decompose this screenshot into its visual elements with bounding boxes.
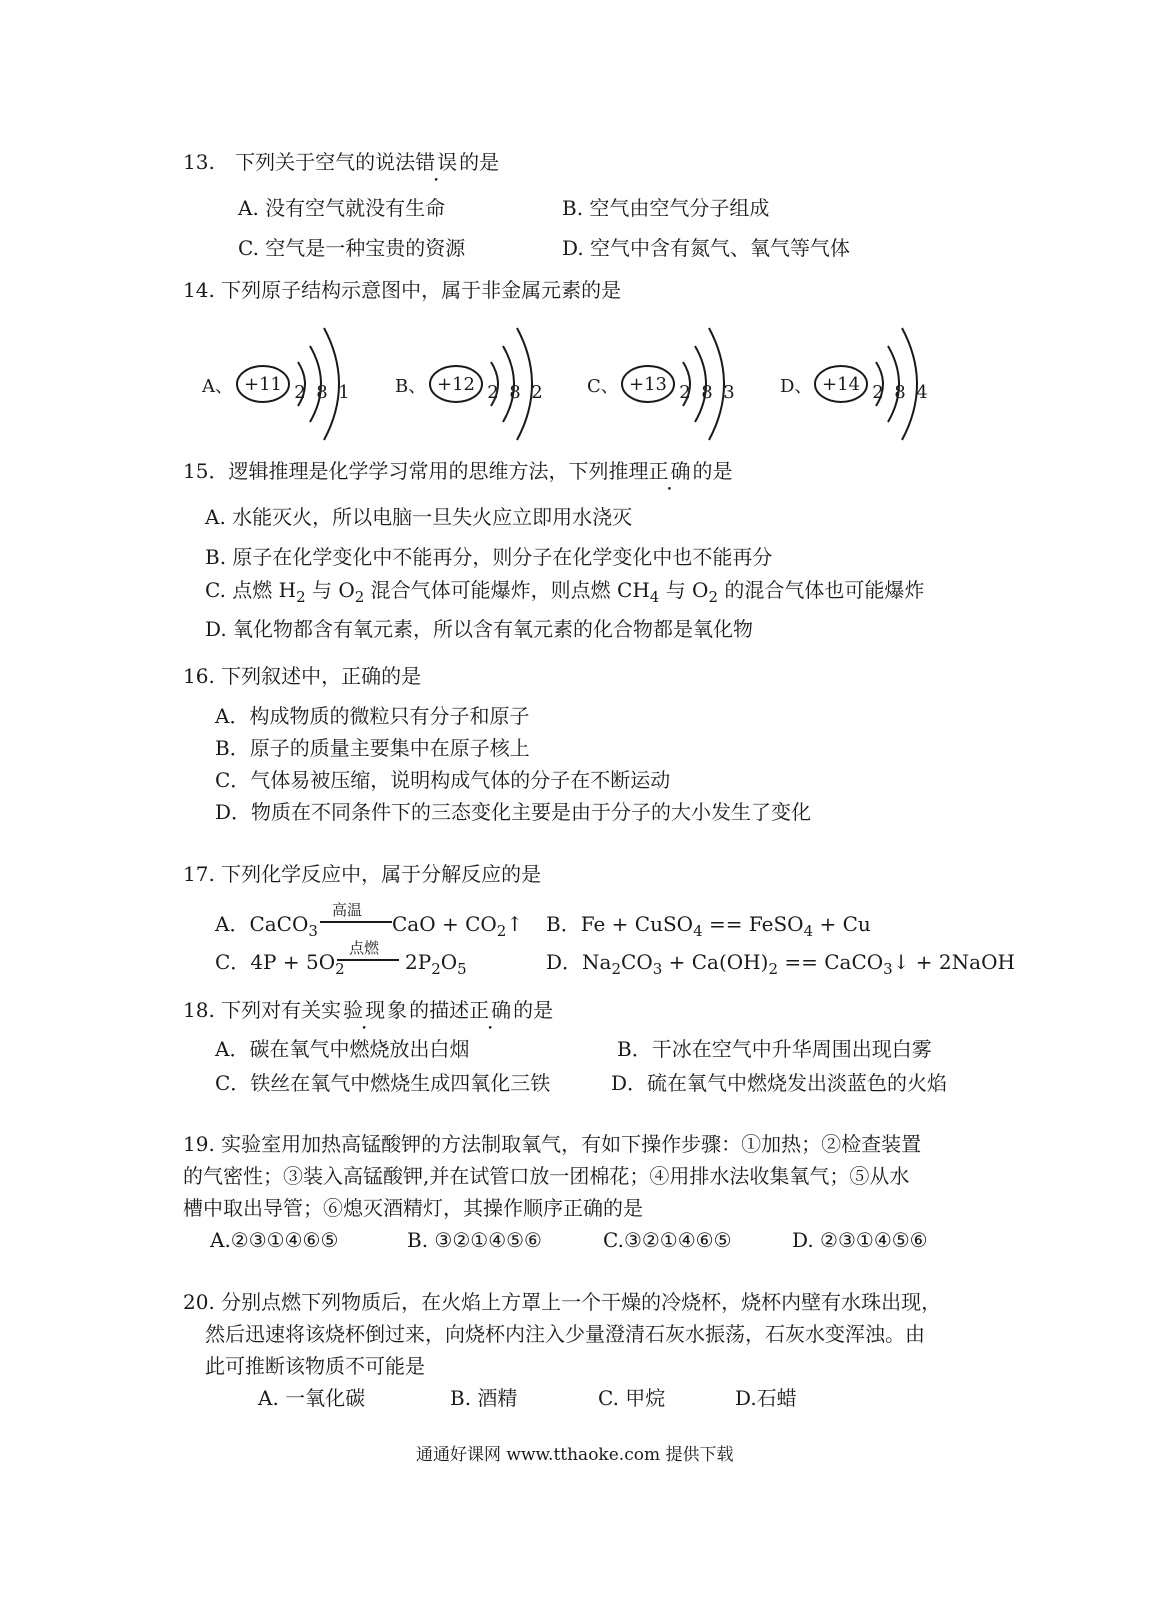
q17-c-product: $2P_2O_5$ — [405, 950, 467, 978]
q17-c-condition: 点燃 — [349, 939, 380, 957]
q17-stem: 17. 下列化学反应中，属于分解反应的是 — [183, 862, 542, 886]
electron-count-1: 2 — [679, 382, 691, 403]
q19-option-a: A.②③①④⑥⑤ — [210, 1228, 339, 1252]
atom-diagram-2 — [393, 320, 563, 450]
electron-count-2: 8 — [316, 382, 328, 403]
q13-emphasis: 错误 — [415, 150, 460, 174]
q13-option-a: A. 没有空气就没有生命 — [238, 196, 446, 220]
q17-option-b: B．Fe + CuSO$_4$ == FeSO$_4$ + Cu — [546, 912, 871, 940]
q17-c-reaction-line — [337, 959, 399, 961]
electron-count-3: 4 — [916, 382, 928, 403]
electron-count-1: 2 — [487, 382, 499, 403]
q15-option-b: B. 原子在化学变化中不能再分，则分子在化学变化中也不能再分 — [205, 545, 773, 569]
electron-count-1: 2 — [872, 382, 884, 403]
q17-option-a: A．CaCO$_3$ — [215, 912, 318, 940]
q20-option-b: B. 酒精 — [450, 1386, 518, 1410]
q19-line-1: 19. 实验室用加热高锰酸钾的方法制取氧气，有如下操作步骤：①加热；②检查装置 — [183, 1132, 922, 1156]
q16-option-c: C．气体易被压缩，说明构成气体的分子在不断运动 — [215, 768, 671, 792]
q17-a-reaction-line — [320, 921, 392, 923]
q13-option-c: C. 空气是一种宝贵的资源 — [238, 236, 466, 260]
nucleus-charge: +11 — [244, 374, 282, 395]
q19-line-2: 的气密性；③装入高锰酸钾,并在试管口放一团棉花；④用排水法收集氧气；⑤从水 — [183, 1164, 910, 1188]
q19-line-3: 槽中取出导管；⑥熄灭酒精灯，其操作顺序正确的是 — [183, 1196, 643, 1220]
nucleus-charge: +14 — [822, 374, 860, 395]
q18-option-a: A．碳在氧气中燃烧放出白烟 — [215, 1037, 470, 1061]
q18-emphasis-2: 正确 — [469, 998, 514, 1022]
q20-option-a: A. 一氧化碳 — [258, 1386, 366, 1410]
electron-count-3: 3 — [723, 382, 735, 403]
electron-count-2: 8 — [701, 382, 713, 403]
q15-option-d: D. 氧化物都含有氧元素，所以含有氧元素的化合物都是氧化物 — [205, 617, 754, 641]
q16-stem: 16. 下列叙述中，正确的是 — [183, 664, 422, 688]
electron-count-1: 2 — [294, 382, 306, 403]
q17-a-product: CaO + $CO_2↑$ — [392, 912, 524, 940]
q15-option-a: A. 水能灭火，所以电脑一旦失火应立即用水浇灭 — [205, 505, 633, 529]
q20-line-1: 20. 分别点燃下列物质后，在火焰上方罩上一个干燥的冷烧杯，烧杯内壁有水珠出现， — [183, 1290, 942, 1314]
q20-line-3: 此可推断该物质不可能是 — [205, 1354, 425, 1378]
q18-option-c: C．铁丝在氧气中燃烧生成四氧化三铁 — [215, 1071, 551, 1095]
page-footer: 通通好课网 www.tthaoke.com 提供下载 — [416, 1445, 734, 1465]
electron-count-3: 1 — [338, 382, 350, 403]
q17-a-condition: 高温 — [332, 901, 363, 919]
q15-option-c: C. 点燃 $H_2$ 与 $O_2$ 混合气体可能爆炸，则点燃 $CH_4$ 与 $O_2$ 的混合气体也可能爆炸 — [205, 578, 925, 606]
q16-option-b: B．原子的质量主要集中在原子核上 — [215, 736, 530, 760]
q18-stem: 18. 下列对有关实验现象的描述正确的是 — [183, 998, 554, 1022]
q19-option-c: C.③②①④⑥⑤ — [603, 1228, 732, 1252]
atom-label: C、 — [587, 376, 619, 397]
q17-option-d: D．$Na_2CO_3 + Ca(OH)_2$ == CaCO$_3$↓ + 2NaOH — [546, 950, 1015, 978]
q13-option-b: B. 空气由空气分子组成 — [562, 196, 770, 220]
q20-option-c: C. 甲烷 — [598, 1386, 666, 1410]
electron-count-2: 8 — [894, 382, 906, 403]
q17-option-c: C．$4P + 5O_2$ — [215, 950, 345, 978]
q14-stem: 14. 下列原子结构示意图中，属于非金属元素的是 — [183, 278, 622, 302]
q18-emphasis-1: 实验现象 — [321, 998, 410, 1022]
nucleus-charge: +13 — [629, 374, 667, 395]
atom-label: D、 — [780, 376, 813, 397]
q19-option-b: B. ③②①④⑤⑥ — [407, 1228, 542, 1252]
q13-option-d: D. 空气中含有氮气、氧气等气体 — [562, 236, 851, 260]
atom-label: B、 — [395, 376, 427, 397]
q15-stem: 15．逻辑推理是化学学习常用的思维方法，下列推理正确的是 — [183, 459, 733, 483]
atom-diagram-1 — [200, 320, 370, 450]
electron-count-3: 2 — [531, 382, 543, 403]
q19-option-d: D. ②③①④⑤⑥ — [792, 1228, 928, 1252]
q16-option-d: D．物质在不同条件下的三态变化主要是由于分子的大小发生了变化 — [215, 800, 812, 824]
atom-diagram-3 — [585, 320, 755, 450]
q15-emphasis: 正确 — [648, 459, 693, 483]
atom-label: A、 — [202, 376, 233, 397]
electron-count-2: 8 — [509, 382, 521, 403]
q18-option-d: D．硫在氧气中燃烧发出淡蓝色的火焰 — [611, 1071, 948, 1095]
q20-option-d: D.石蜡 — [735, 1386, 797, 1410]
nucleus-charge: +12 — [437, 374, 475, 395]
atom-diagram-4 — [778, 320, 948, 450]
q13-stem: 13. 下列关于空气的说法错误的是 — [183, 150, 500, 174]
q16-option-a: A．构成物质的微粒只有分子和原子 — [215, 704, 530, 728]
q18-option-b: B．干冰在空气中升华周围出现白雾 — [617, 1037, 932, 1061]
q20-line-2: 然后迅速将该烧杯倒过来，向烧杯内注入少量澄清石灰水振荡，石灰水变浑浊。由 — [205, 1322, 925, 1346]
